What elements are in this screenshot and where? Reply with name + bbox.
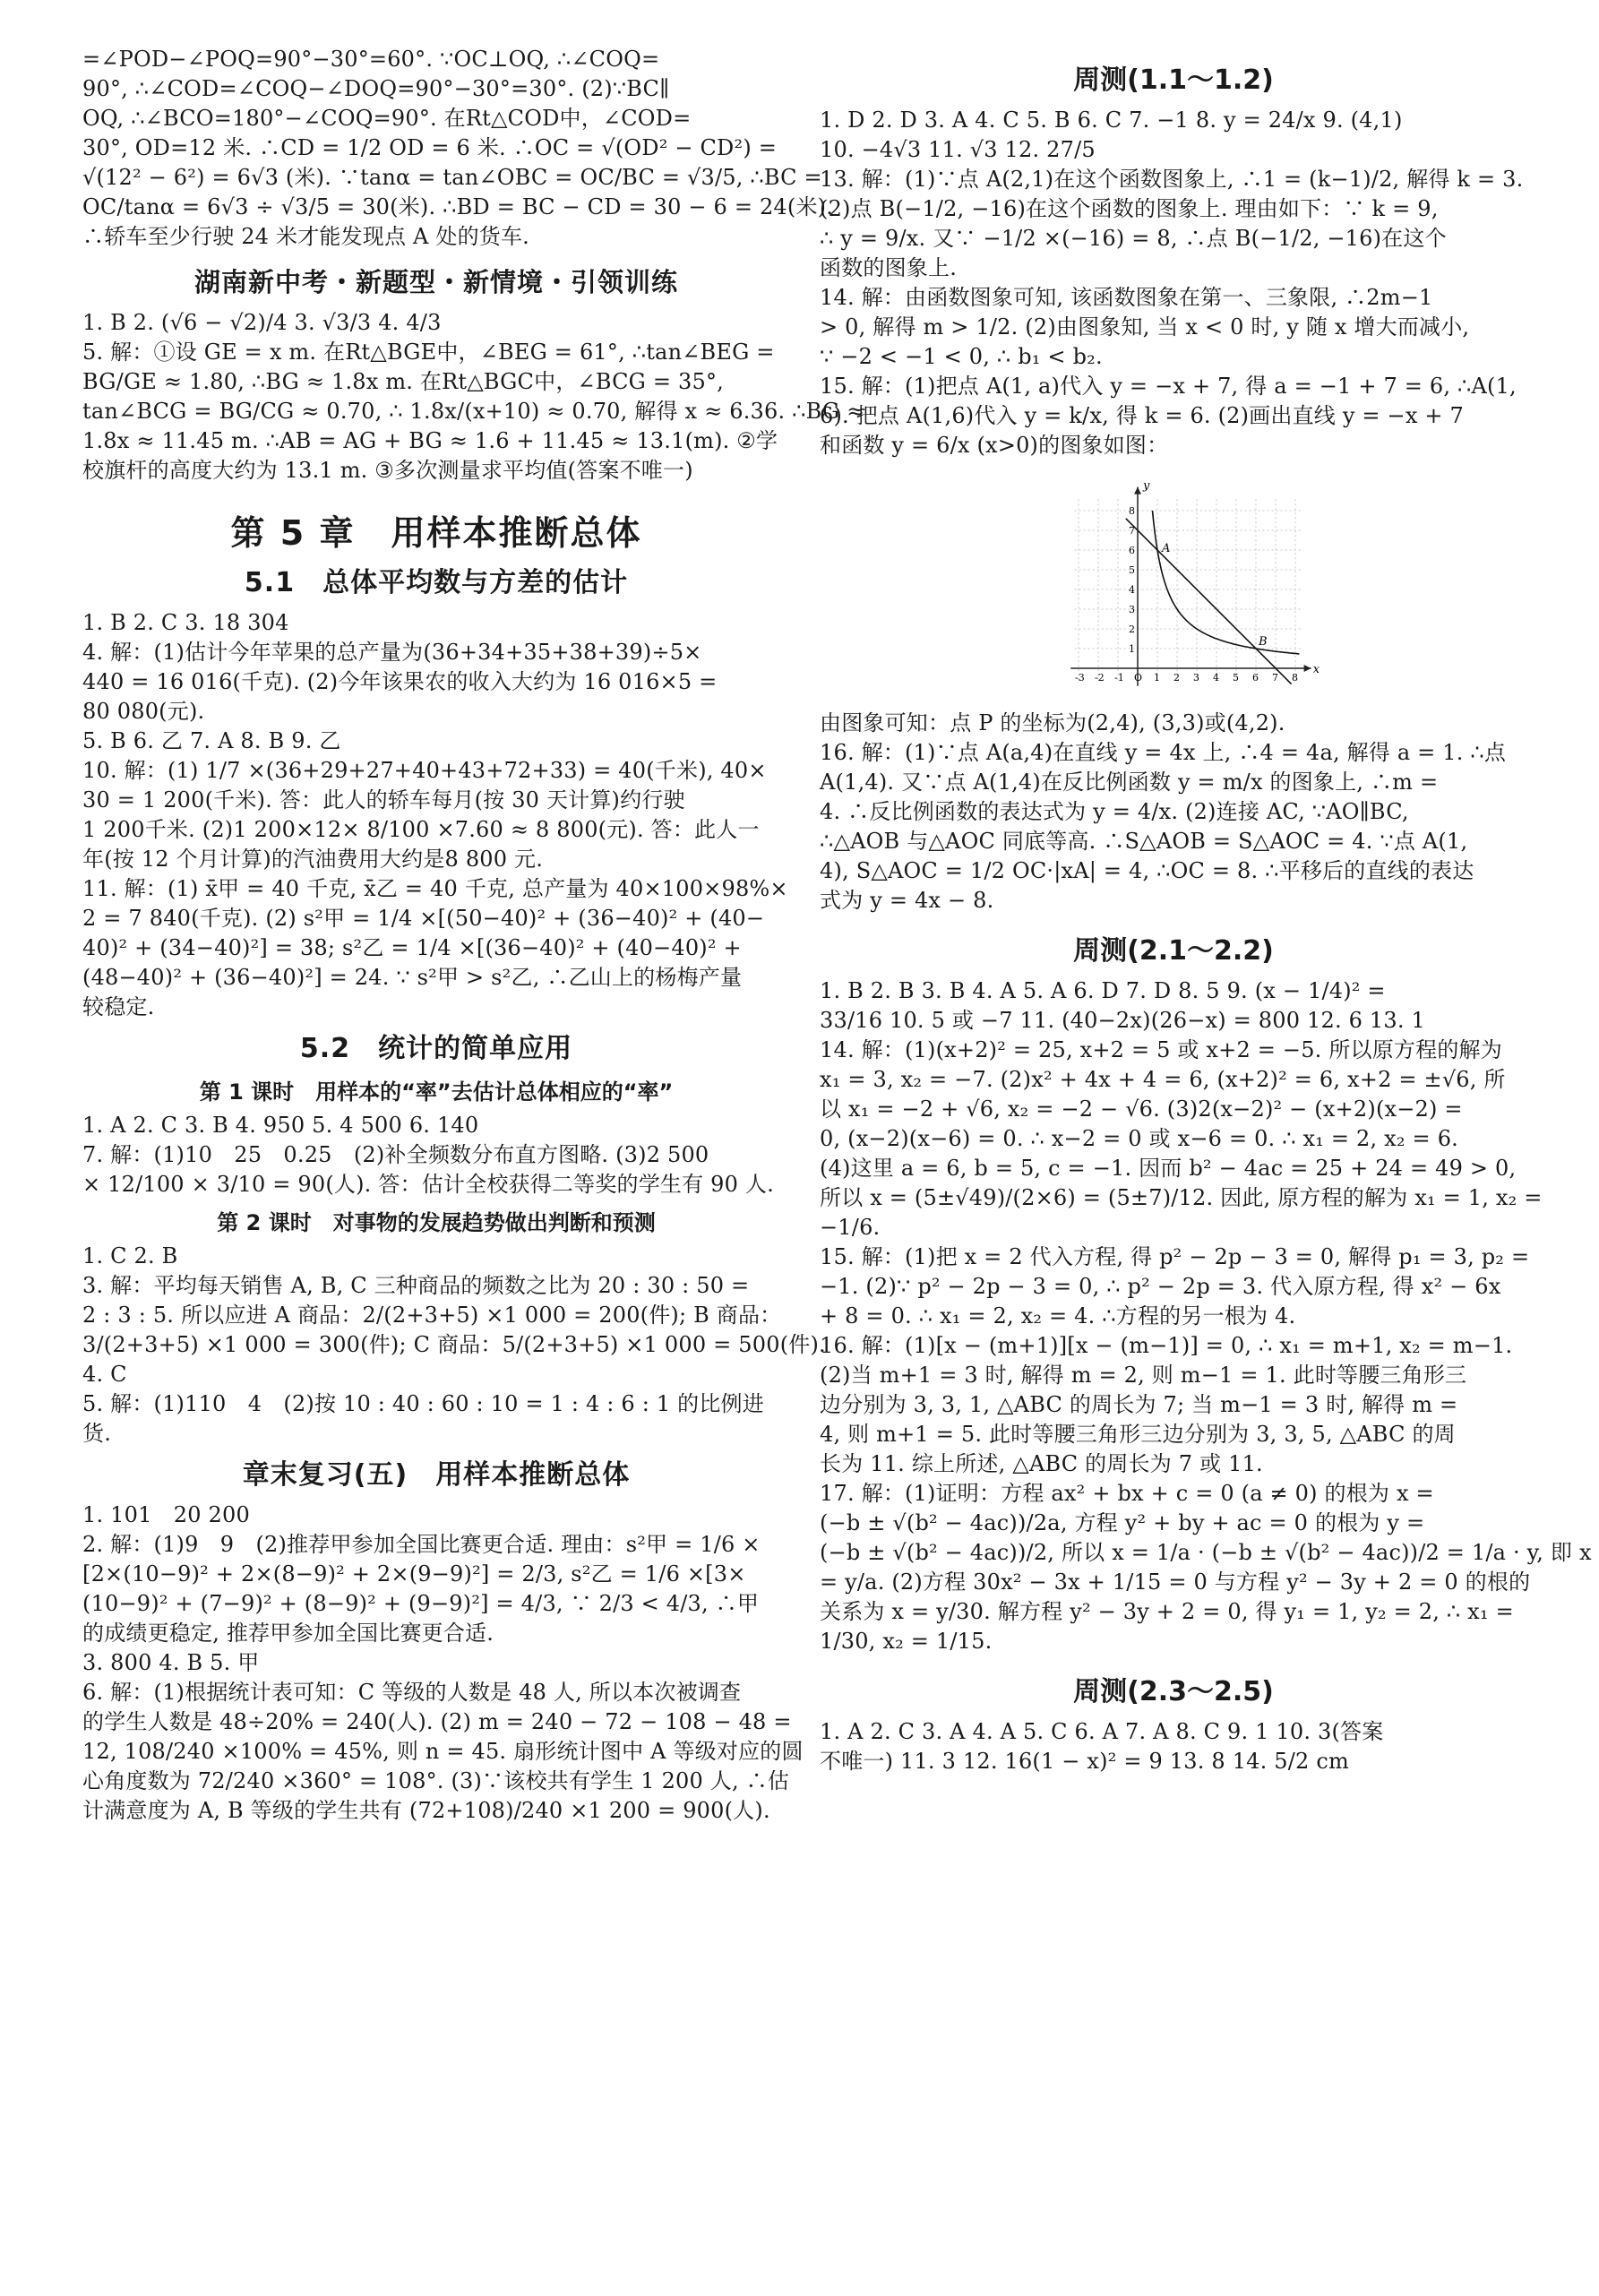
answer-line: ∴轿车至少行驶 24 米才能发现点 A 处的货车. <box>82 224 530 249</box>
x-tick-label: 4 <box>1213 672 1219 684</box>
answer-line: 12, 108/240 ×100% = 45%, 则 n = 45. 扇形统计图中 A 等级对应的圆 <box>82 1739 804 1764</box>
answer-line: 14. 解：由函数图象可知, 该函数图象在第一、三象限, ∴2m−1 <box>820 285 1433 310</box>
x-tick-label: 2 <box>1173 672 1180 684</box>
answer-line: (4)这里 a = 6, b = 5, c = −1. 因而 b² − 4ac = 25 + 24 = 49 > 0, <box>820 1156 1517 1181</box>
point-A-label: A <box>1162 542 1171 555</box>
answer-line: 的成绩更稳定, 推荐甲参加全国比赛更合适. <box>82 1621 494 1646</box>
answer-line: 0, (x−2)(x−6) = 0. ∴ x−2 = 0 或 x−6 = 0. ∴ x₁ = 2, x₂ = 6. <box>820 1126 1458 1151</box>
answer-line: 由图象可知：点 P 的坐标为(2,4), (3,3)或(4,2). <box>820 710 1285 735</box>
answer-line: 15. 解：(1)把 x = 2 代入方程, 得 p² − 2p − 3 = 0, 解得 p₁ = 3, p₂ = <box>820 1244 1530 1269</box>
answer-line: 心角度数为 72/240 ×360° = 108°. (3)∵该校共有学生 1 200 人, ∴估 <box>82 1768 790 1793</box>
answer-line: 16. 解：(1)∵点 A(a,4)在直线 y = 4x 上, ∴4 = 4a, 解得 a = 1. ∴点 <box>820 740 1507 765</box>
answer-line: −1. (2)∵ p² − 2p − 3 = 0, ∴ p² − 2p = 3. 代入原方程, 得 x² − 6x <box>820 1274 1501 1299</box>
answer-line: OQ, ∴∠BCO=180°−∠COQ=90°. 在Rt△COD中，∠COD= <box>82 106 692 131</box>
answer-line: 1. A 2. C 3. B 4. 950 5. 4 500 6. 140 <box>82 1113 479 1138</box>
answer-line: √(12² − 6²) = 6√3 (米). ∵tanα = tan∠OBC = OC/BC = √3/5, ∴BC = <box>82 165 822 190</box>
answer-line: 长为 11. 综上所述, △ABC 的周长为 7 或 11. <box>820 1451 1263 1476</box>
y-tick-label: 3 <box>1129 604 1135 615</box>
answer-line: (48−40)² + (36−40)²] = 24. ∵ s²甲 > s²乙, ∴乙山上的杨梅产量 <box>82 965 743 990</box>
answer-line: 和函数 y = 6/x (x>0)的图象如图： <box>820 433 1169 458</box>
answer-line: 80 080(元). <box>82 699 205 724</box>
answer-line: 90°, ∴∠COD=∠COQ−∠DOQ=90°−30°=30°. (2)∵BC∥ <box>82 76 670 101</box>
line-y-neg-x-plus-7 <box>1126 519 1292 684</box>
quiz-1-answers <box>820 106 1527 460</box>
answer-line: 函数的图象上. <box>820 255 958 280</box>
quiz-3-answers <box>820 1717 1527 1776</box>
quiz-1-answers-continued <box>820 709 1527 916</box>
section-5-2-title: 5.2 统计的简单应用 <box>299 1033 573 1064</box>
y-tick-label: 1 <box>1129 643 1135 655</box>
answer-line: 10. 解：(1) 1/7 ×(36+29+27+40+43+72+33) = 40(千米), 40× <box>82 758 767 783</box>
answer-line: =∠POD−∠POQ=90°−30°=60°. ∵OC⊥OQ, ∴∠COQ= <box>82 47 660 72</box>
answer-line: 式为 y = 4x − 8. <box>820 888 994 913</box>
answer-line: 所以 x = (5±√49)/(2×6) = (5±7)/12. 因此, 原方程的解为 x₁ = 1, x₂ = <box>820 1185 1543 1210</box>
answer-line: 货. <box>82 1421 112 1446</box>
answer-line: 较稳定. <box>82 994 155 1019</box>
answer-line: 2 = 7 840(千克). (2) s²甲 = 1/4 ×[(50−40)² + (36−40)² + (40− <box>82 906 765 931</box>
answer-line: 1. B 2. C 3. 18 304 <box>82 610 289 635</box>
chapter-5-title: 第 5 章 用样本推断总体 <box>230 513 642 553</box>
answer-line: 1. B 2. (√6 − √2)/4 3. √3/3 4. 4/3 <box>82 310 442 335</box>
answer-line: 4. ∴反比例函数的表达式为 y = 4/x. (2)连接 AC, ∵AO∥BC, <box>820 799 1409 824</box>
answer-line: ∴ y = 9/x. 又∵ −1/2 ×(−16) = 8, ∴点 B(−1/2, −16)在这个 <box>820 226 1447 251</box>
answer-line: (10−9)² + (7−9)² + (8−9)² + (9−9)²] = 4/3, ∵ 2/3 < 4/3, ∴甲 <box>82 1591 760 1616</box>
answer-line: = y/a. (2)方程 30x² − 3x + 1/15 = 0 与方程 y² − 3y + 2 = 0 的根的 <box>820 1569 1531 1595</box>
answer-line: 1.8x ≈ 11.45 m. ∴AB = AG + BG ≈ 1.6 + 11.45 ≈ 13.1(m). ②学 <box>82 428 778 453</box>
answer-line: 不唯一) 11. 3 12. 16(1 − x)² = 9 13. 8 14. 5/2 cm <box>820 1749 1349 1774</box>
answer-line: > 0, 解得 m > 1/2. (2)由图象知, 当 x < 0 时, y 随 x 增大而减小, <box>820 314 1470 340</box>
x-tick-label: 6 <box>1252 672 1259 684</box>
answer-line: −1/6. <box>820 1215 881 1240</box>
answer-line: 校旗杆的高度大约为 13.1 m. ③多次测量求平均值(答案不唯一) <box>82 458 693 483</box>
answer-line: 5. 解：(1)110 4 (2)按 10 : 40 : 60 : 10 = 1 : 4 : 6 : 1 的比例进 <box>82 1391 764 1416</box>
quiz-3-title: 周测(2.3～2.5) <box>1073 1676 1274 1707</box>
answer-line: 3/(2+3+5) ×1 000 = 300(件); C 商品：5/(2+3+5) ×1 000 = 500(件). <box>82 1332 826 1357</box>
x-tick-label: 8 <box>1292 672 1298 684</box>
answer-line: 边分别为 3, 3, 1, △ABC 的周长为 7; 当 m−1 = 3 时, 解得 m = <box>820 1392 1458 1417</box>
answer-line: 40)² + (34−40)²] = 38; s²乙 = 1/4 ×[(36−40)² + (40−40)² + <box>82 935 742 960</box>
answer-line: x₁ = 3, x₂ = −7. (2)x² + 4x + 4 = 6, (x+2)² = 6, x+2 = ±√6, 所 <box>820 1067 1506 1092</box>
answer-line: 5. 解：①设 GE = x m. 在Rt△BGE中，∠BEG = 61°, ∴tan∠BEG = <box>82 340 775 365</box>
chapter-review-title: 章末复习(五) 用样本推断总体 <box>242 1459 631 1491</box>
answer-line: [2×(10−9)² + 2×(8−9)² + 2×(9−9)²] = 2/3, s²乙 = 1/6 ×[3× <box>82 1561 746 1587</box>
answer-line: 2. 解：(1)9 9 (2)推荐甲参加全国比赛更合适. 理由：s²甲 = 1/6 × <box>82 1532 761 1557</box>
answer-line: 4. C <box>82 1362 127 1387</box>
y-axis-arrow <box>1134 487 1141 494</box>
answer-line: (−b ± √(b² − 4ac))/2, 所以 x = 1/a · (−b ± √(b² − 4ac))/2 = 1/a · y, 即 x <box>820 1540 1592 1565</box>
answer-line: (2)点 B(−1/2, −16)在这个函数的图象上. 理由如下：∵ k = 9, <box>820 196 1439 221</box>
answer-line: 年(按 12 个月计算)的汽油费用大约是8 800 元. <box>82 847 544 872</box>
answer-line: 3. 解：平均每天销售 A, B, C 三种商品的频数之比为 20 : 30 : 50 = <box>82 1273 750 1298</box>
answer-line: ∵ −2 < −1 < 0, ∴ b₁ < b₂. <box>820 344 1103 369</box>
x-tick-label: 1 <box>1154 672 1160 684</box>
point-B-label: B <box>1259 635 1268 649</box>
answer-line: 4, 则 m+1 = 5. 此时等腰三角形三边分别为 3, 3, 5, △ABC 的周 <box>820 1422 1456 1447</box>
quiz-2-answers <box>820 976 1592 1656</box>
x-tick-label: -2 <box>1095 672 1105 684</box>
answer-line: 1/30, x₂ = 1/15. <box>820 1629 993 1654</box>
answer-line: 17. 解：(1)证明：方程 ax² + bx + c = 0 (a ≠ 0) 的根为 x = <box>820 1481 1434 1506</box>
answer-line: (2)当 m+1 = 3 时, 解得 m = 2, 则 m−1 = 1. 此时等腰三角形三 <box>820 1363 1467 1388</box>
y-tick-label: 8 <box>1129 505 1135 517</box>
y-tick-label: 5 <box>1129 564 1135 576</box>
answer-line: 关系为 x = y/30. 解方程 y² − 3y + 2 = 0, 得 y₁ = 1, y₂ = 2, ∴ x₁ = <box>820 1599 1514 1624</box>
x-axis-label: x <box>1312 663 1320 676</box>
x-tick-label: -1 <box>1114 672 1124 684</box>
answer-line: 13. 解：(1)∵点 A(2,1)在这个函数图象上, ∴1 = (k−1)/2, 解得 k = 3. <box>820 167 1524 192</box>
solution-continuation <box>82 45 834 252</box>
chapter-review-answers <box>82 1501 804 1826</box>
answer-line: BG/GE ≈ 1.80, ∴BG ≈ 1.8x m. 在Rt△BGC中，∠BCG = 35°, <box>82 369 724 394</box>
curve-y-6-over-x <box>1153 511 1300 654</box>
function-graph-svg <box>1075 473 1320 701</box>
quiz-1-title: 周测(1.1～1.2) <box>1073 64 1274 96</box>
lesson-1-answers <box>82 1111 790 1200</box>
answer-line: 7. 解：(1)10 25 0.25 (2)补全频数分布直方图略. (3)2 500 <box>82 1142 709 1167</box>
answer-line: 计满意度为 A, B 等级的学生共有 (72+108)/240 ×1 200 = 900(人). <box>82 1798 770 1823</box>
lesson-2-title: 第 2 课时 对事物的发展趋势做出判断和预测 <box>217 1210 656 1235</box>
y-tick-label: 2 <box>1129 623 1135 635</box>
answer-line: 3. 800 4. B 5. 甲 <box>82 1650 260 1675</box>
answer-line: 1. A 2. C 3. A 4. A 5. C 6. A 7. A 8. C 9. 1 10. 3(答案 <box>820 1719 1384 1744</box>
answer-line: 11. 解：(1) x̄甲 = 40 千克, x̄乙 = 40 千克, 总产量为 40×100×98%× <box>82 876 788 901</box>
answer-line: 15. 解：(1)把点 A(1, a)代入 y = −x + 7, 得 a = −1 + 7 = 6, ∴A(1, <box>820 374 1517 399</box>
answer-line: 6. 解：(1)根据统计表可知：C 等级的人数是 48 人, 所以本次被调查 <box>82 1680 742 1705</box>
x-tick-label: O <box>1134 672 1143 684</box>
function-graph <box>1075 473 1320 701</box>
answer-line: 1. C 2. B <box>82 1243 178 1268</box>
answer-line: 的学生人数是 48÷20% = 240(人). (2) m = 240 − 72 − 108 − 48 = <box>82 1709 792 1734</box>
answer-line: 2 : 3 : 5. 所以应进 A 商品：2/(2+3+5) ×1 000 = 200(件); B 商品： <box>82 1303 782 1328</box>
x-tick-label: -3 <box>1075 672 1085 684</box>
answer-line: 以 x₁ = −2 + √6, x₂ = −2 − √6. (3)2(x−2)² − (x+2)(x−2) = <box>820 1096 1463 1122</box>
answer-line: 4), S△AOC = 1/2 OC·|xA| = 4, ∴OC = 8. ∴平移后的直线的表达 <box>820 858 1474 883</box>
answer-line: × 12/100 × 3/10 = 90(人). 答：估计全校获得二等奖的学生有 90 人. <box>82 1172 774 1197</box>
answer-line: 1 200千米. (2)1 200×12× 8/100 ×7.60 ≈ 8 800(元). 答：此人一 <box>82 817 760 842</box>
answer-line: 6). 把点 A(1,6)代入 y = k/x, 得 k = 6. (2)画出直线 y = −x + 7 <box>820 403 1465 428</box>
section-5-1-answers <box>82 608 790 1022</box>
answer-line: 10. −4√3 11. √3 12. 27/5 <box>820 137 1096 162</box>
answer-line: 33/16 10. 5 或 −7 11. (40−2x)(26−x) = 800 12. 6 13. 1 <box>820 1008 1425 1033</box>
x-axis-arrow <box>1304 665 1311 672</box>
answer-line: + 8 = 0. ∴ x₁ = 2, x₂ = 4. ∴方程的另一根为 4. <box>820 1303 1296 1329</box>
answer-line: 1. D 2. D 3. A 4. C 5. B 6. C 7. −1 8. y = 24/x 9. (4,1) <box>820 107 1403 133</box>
answer-line: 30°, OD=12 米. ∴CD = 1/2 OD = 6 米. ∴OC = √(OD² − CD²) = <box>82 135 778 160</box>
y-tick-label: 6 <box>1129 545 1135 556</box>
answer-line: 440 = 16 016(千克). (2)今年该果农的收入大约为 16 016×5 = <box>82 669 718 694</box>
left-column <box>82 45 865 1826</box>
quiz-2-title: 周测(2.1～2.2) <box>1073 935 1274 967</box>
answer-line: OC/tanα = 6√3 ÷ √3/5 = 30(米). ∴BD = BC − CD = 30 − 6 = 24(米). <box>82 194 834 219</box>
answer-line: (−b ± √(b² − 4ac))/2a, 方程 y² + by + ac = 0 的根为 y = <box>820 1510 1425 1535</box>
answer-line: A(1,4). 又∵点 A(1,4)在反比例函数 y = m/x 的图象上, ∴m = <box>820 770 1439 795</box>
y-axis-label: y <box>1143 478 1150 493</box>
x-tick-label: 7 <box>1272 672 1278 684</box>
answer-line: 1. 101 20 200 <box>82 1502 250 1527</box>
answer-line: 30 = 1 200(千米). 答：此人的轿车每月(按 30 天计算)约行驶 <box>82 787 685 813</box>
section-5-1-title: 5.1 总体平均数与方差的估计 <box>244 567 629 598</box>
answer-line: 16. 解：(1)[x − (m+1)][x − (m−1)] = 0, ∴ x₁ = m+1, x₂ = m−1. <box>820 1333 1513 1358</box>
answer-line: tan∠BCG = BG/CG ≈ 0.70, ∴ 1.8x/(x+10) ≈ 0.70, 解得 x ≈ 6.36. ∴BG ≈ <box>82 399 865 424</box>
x-tick-label: 3 <box>1193 672 1199 684</box>
x-tick-label: 5 <box>1233 672 1239 684</box>
lesson-1-title: 第 1 课时 用样本的“率”去估计总体相应的“率” <box>199 1079 674 1105</box>
hunan-answers <box>82 308 865 486</box>
hunan-section-title: 湖南新中考・新题型・新情境・引领训练 <box>193 267 678 297</box>
right-column <box>820 45 1592 1776</box>
lesson-2-answers <box>82 1242 826 1449</box>
answer-line: 14. 解：(1)(x+2)² = 25, x+2 = 5 或 x+2 = −5. 所以原方程的解为 <box>820 1037 1502 1062</box>
answer-line: 4. 解：(1)估计今年苹果的总产量为(36+34+35+38+39)÷5× <box>82 640 702 665</box>
answer-line: ∴△AOB 与△AOC 同底等高. ∴S△AOB = S△AOC = 4. ∵点 A(1, <box>820 829 1468 854</box>
answer-line: 1. B 2. B 3. B 4. A 5. A 6. D 7. D 8. 5 9. (x − 1/4)² = <box>820 978 1386 1003</box>
y-tick-label: 7 <box>1129 525 1135 537</box>
y-tick-label: 4 <box>1129 584 1135 596</box>
answer-line: 5. B 6. 乙 7. A 8. B 9. 乙 <box>82 728 341 753</box>
